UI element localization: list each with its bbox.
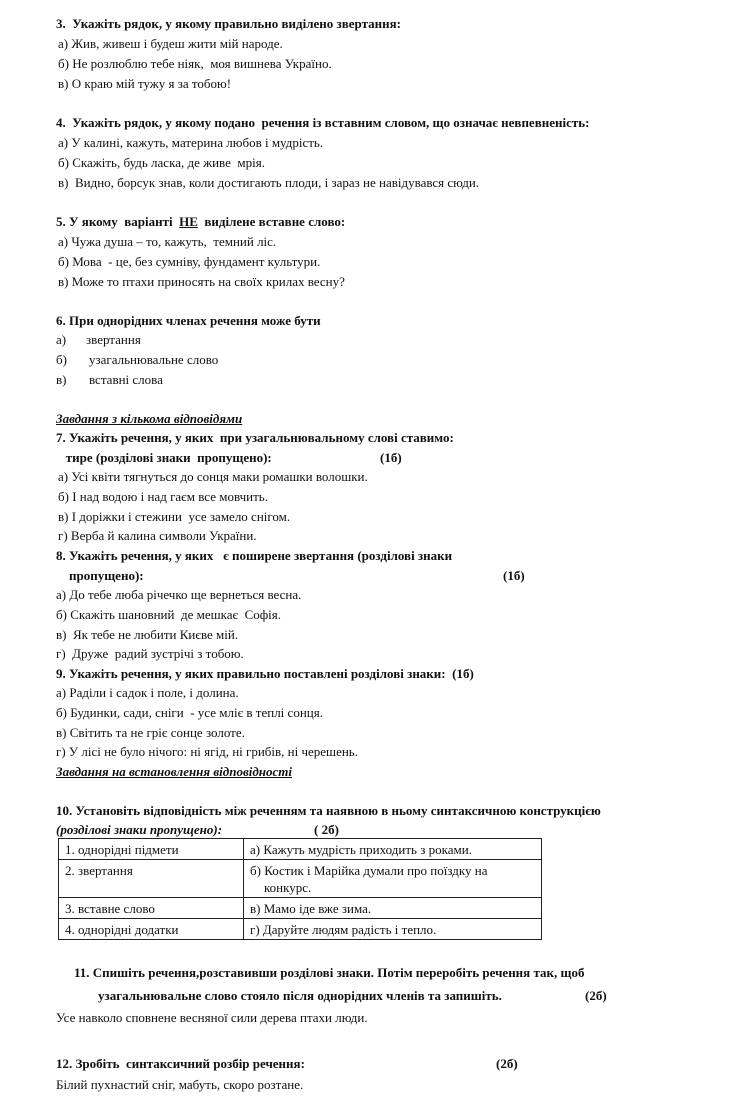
table-row [59,839,542,860]
table-row [59,860,542,898]
q11-sentence: Усе навколо сповнене весняної сили дерева птахи люди. [56,1010,368,1025]
q6-option-a-letter: а) [56,332,67,347]
q6-option-b-text: узагальнювальне слово [89,352,219,367]
q4-title: 4. Укажіть рядок, у якому подано речення із вставним словом, що означає невпевненість: [56,115,590,130]
q5-option-a: а) Чужа душа – то, кажуть, темний ліс. [58,234,277,249]
table-cell-right [244,860,542,898]
q12-title: 12. Зробіть синтаксичний розбір речення: [56,1056,305,1071]
table-cell-left: 4. однорідні додатки [59,919,244,940]
q10-title: 10. Установіть відповідність між реченням та наявною в ньому синтаксичною конструкцією [56,803,601,818]
table-row [59,898,542,919]
q4-option-b: б) Скажіть, будь ласка, де живе мрія. [58,155,265,170]
q9-option-c: в) Світить та не гріє сонце золоте. [56,725,245,740]
table-cell-left: 1. однорідні підмети [59,839,244,860]
table-cell-left: 3. вставне слово [59,898,244,919]
q5-option-b: б) Мова - це, без сумніву, фундамент культури. [58,254,321,269]
q3-title: 3. Укажіть рядок, у якому правильно виділено звертання: [56,16,401,31]
q7-points: (1б) [380,450,402,465]
table-row [59,919,542,940]
q6-title: 6. При однорідних членах речення може бути [56,313,321,328]
q7-option-a: а) Усі квіти тягнуться до сонця маки ромашки волошки. [58,469,368,484]
q7-option-c: в) І доріжки і стежини усе замело снігом. [58,509,291,524]
q8-option-b: б) Скажіть шановний де мешкає Софія. [56,607,281,622]
q12-points: (2б) [496,1056,518,1071]
q9-title: 9. Укажіть речення, у яких правильно поставлені розділові знаки: (1б) [56,666,474,681]
q10-matching-table [58,838,542,940]
table-cell-left: 2. звертання [59,860,244,898]
table-cell-right: а) Кажуть мудрість приходить з роками. [244,839,542,860]
section-multi-heading: Завдання з кількома відповідями [56,411,243,426]
q9-option-d: г) У лісі не було нічого: ні ягід, ні грибів, ні черешень. [56,744,358,759]
q3-option-c: в) О краю мій тужу я за тобою! [58,76,232,91]
section-match-heading: Завдання на встановлення відповідності [56,764,293,779]
q8-points: (1б) [503,568,525,583]
table-cell-right: в) Мамо іде вже зима. [244,898,542,919]
q10-points: ( 2б) [314,822,339,837]
q4-option-c: в) Видно, борсук знав, коли достигають плоди, і зараз не навідувався сюди. [58,175,480,190]
q8-option-c: в) Як тебе не любити Києве мій. [56,627,239,642]
q7-title-line1: 7. Укажіть речення, у яких при узагальнювальному слові ставимо: [56,430,454,445]
q9-option-b: б) Будинки, сади, сніги - усе мліє в теплі сонця. [56,705,323,720]
q6-option-c-letter: в) [56,372,67,387]
table-cell-right-line2: конкурс. [264,880,312,895]
table-cell-right: г) Даруйте людям радість і тепло. [244,919,542,940]
q4-option-a: а) У калині, кажуть, материна любов і мудрість. [58,135,324,150]
q5-title [56,214,345,229]
table-cell-right-line1: б) Костик і Марійка думали про поїздку на [250,863,488,878]
q7-option-d: г) Верба й калина символи України. [58,528,257,543]
q10-subtitle: (розділові знаки пропущено): [56,822,223,837]
q7-title-line2: тире (розділові знаки пропущено): [56,450,272,465]
q11-title-line2: узагальнювальне слово стояло після однорідних членів та запишіть. [98,988,502,1003]
q5-option-c: в) Може то птахи приносять на своїх крилах весну? [58,274,345,289]
q6-option-a-text: звертання [86,332,141,347]
q8-option-d: г) Друже радий зустрічі з тобою. [56,646,244,661]
q11-points: (2б) [585,988,607,1003]
q5-title-pre: 5. У якому варіанті [56,214,180,229]
q5-title-ne: НЕ [179,214,198,229]
q5-title-post: виділене вставне слово: [197,214,346,229]
q3-option-b: б) Не розлюблю тебе ніяк, моя вишнева Україно. [58,56,332,71]
q8-title-line2: пропущено): [56,568,144,583]
q6-option-b-letter: б) [56,352,67,367]
q12-sentence: Білий пухнастий сніг, мабуть, скоро розтане. [56,1077,304,1092]
q11-title-line1: 11. Спишіть речення,розставивши розділові знаки. Потім переробіть речення так, щоб [74,965,585,980]
q8-option-a: а) До тебе люба річечко ще вернеться весна. [56,587,302,602]
q9-option-a: а) Раділи і садок і поле, і долина. [56,685,239,700]
q6-option-c-text: вставні слова [89,372,163,387]
q7-option-b: б) І над водою і над гаєм все мовчить. [58,489,268,504]
q8-title-line1: 8. Укажіть речення, у яких є поширене звертання (розділові знаки [56,548,453,563]
q3-option-a: а) Жив, живеш і будеш жити мій народе. [58,36,283,51]
